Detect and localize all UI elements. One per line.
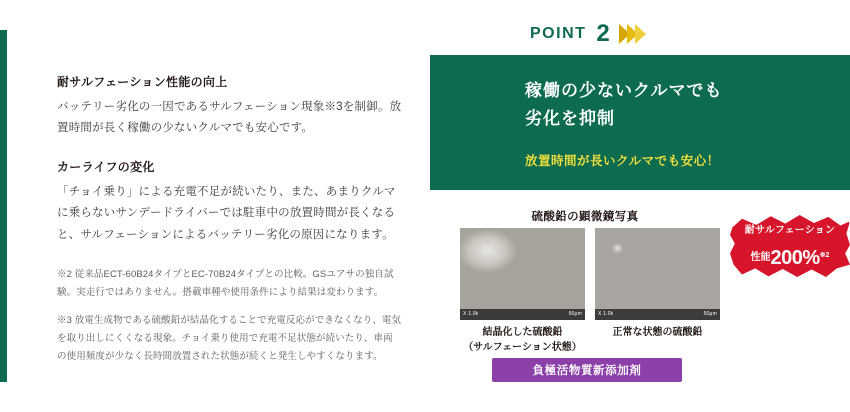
chevron-right-icon xyxy=(622,24,646,44)
micrograph-item-normal xyxy=(595,228,720,355)
scale-magnification-right: X 1.0k xyxy=(598,311,614,317)
panel-headline-line2: 劣化を抑制 xyxy=(525,109,615,129)
micrograph-title: 硫酸鉛の顕微鏡写真 xyxy=(531,211,639,223)
micrograph-caption-normal xyxy=(595,326,720,341)
performance-burst-badge xyxy=(730,215,850,277)
caption-line1-left: 結晶化した硫酸鉛 xyxy=(482,327,563,338)
caption-line2-left: （サルフェーション状態） xyxy=(463,341,582,353)
scale-length-left: 50μm xyxy=(568,311,582,317)
burst-headline: 耐サルフェーション xyxy=(744,225,836,236)
panel-headline-line1: 稼働の少ないクルマでも xyxy=(525,81,723,100)
micrograph-caption-crystallized xyxy=(460,326,585,355)
scale-magnification-left: X 1.0k xyxy=(463,311,479,317)
section1-heading: 耐サルフェーション性能の向上 xyxy=(57,75,228,89)
panel-subline: 放置時間が長いクルマでも安心！ xyxy=(525,154,720,168)
micrograph-image-normal xyxy=(595,228,720,320)
scale-length-right: 50μm xyxy=(703,311,717,317)
burst-footnote-mark: ※2 xyxy=(819,252,830,259)
right-feature-column xyxy=(430,0,850,412)
caption-line1-right: 正常な状態の硫酸鉛 xyxy=(612,327,703,338)
left-body-text xyxy=(57,74,402,376)
green-accent-bar xyxy=(0,30,7,382)
micrograph-photo-group xyxy=(460,228,720,355)
burst-value: 200% xyxy=(770,247,820,269)
point-header xyxy=(530,22,646,46)
burst-value-row xyxy=(730,248,850,268)
scale-bar-normal xyxy=(595,309,720,320)
section1-text: バッテリー劣化の一因であるサルフェーション現象※3を制御。放置時間が長く稼働の少ないクルマでも安心です。 xyxy=(57,100,402,135)
micrograph-item-crystallized xyxy=(460,228,585,355)
footnote-3: ※3 放電生成物である硫酸鉛が結晶化することで充電反応ができなくなり、電気を取り出しにくくなる現象。チョイ乗り使用で充電不足状態が続いたり、車両の使用頻度が少なく長時間放置された状態が続くと発生しやすくなります。 xyxy=(57,315,402,363)
micrograph-image-crystallized xyxy=(460,228,585,320)
point-number: 2 xyxy=(596,20,610,47)
point-label: POINT xyxy=(530,25,587,42)
green-headline-panel xyxy=(430,55,850,190)
burst-label: 性能 xyxy=(750,252,771,263)
section2-text: 「チョイ乗り」による充電不足が続いたり、また、あまりクルマに乗らないサンデードライバーでは駐車中の放置時間が長くなると、サルフェーションによるバッテリー劣化の原因になります。 xyxy=(57,186,396,241)
footnote-2: ※2 従来品ECT-60B24タイプとEC-70B24タイプとの比較。GSユアサの独自試験。実走行ではありません。搭載車種や使用条件により結果は変わります。 xyxy=(57,268,394,298)
panel-headline xyxy=(525,77,723,133)
additive-badge: 負極活物質新添加剤 xyxy=(492,358,682,382)
section2-heading: カーライフの変化 xyxy=(57,160,155,175)
scale-bar-crystallized xyxy=(460,309,585,320)
